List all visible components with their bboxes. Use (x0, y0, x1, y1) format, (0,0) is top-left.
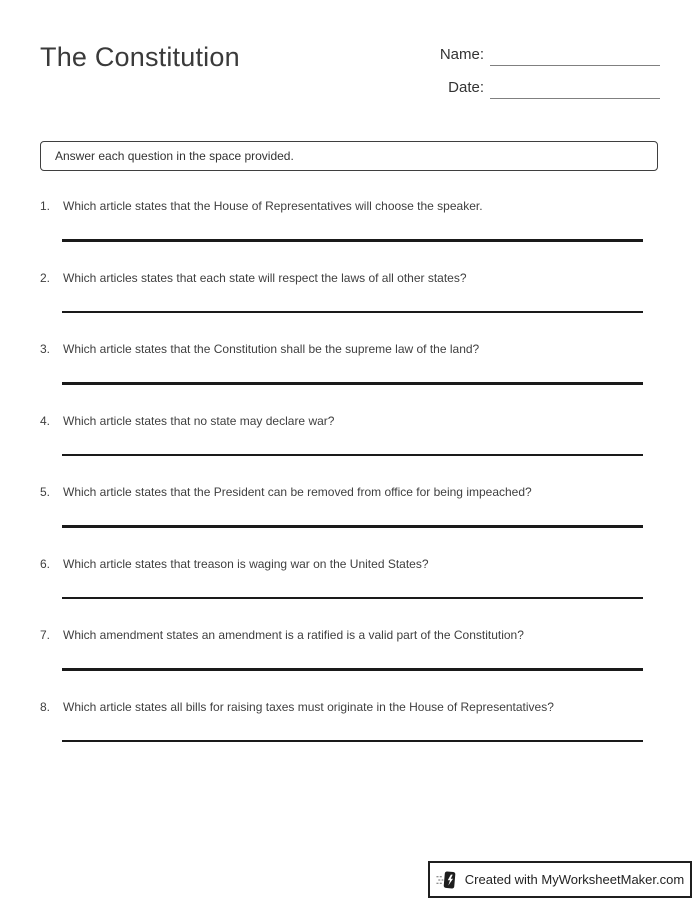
question-text: Which articles states that each state will respect the laws of all other states? (63, 270, 467, 285)
date-input-line[interactable] (490, 77, 660, 99)
question-text: Which article states that no state may declare war? (63, 413, 335, 428)
question-item (40, 199, 658, 271)
question-text: Which article states that the President can be removed from office for being impeached? (63, 485, 532, 499)
question-item (40, 271, 658, 343)
instructions-box (40, 141, 658, 171)
answer-line[interactable] (62, 311, 643, 314)
name-field-row (420, 44, 660, 66)
question-number: 2. (40, 270, 51, 285)
name-label: Name: (439, 46, 484, 63)
question-number: 7. (40, 628, 51, 642)
question-text: Which amendment states an amendment is a ratified is a valid part of the Constitution? (63, 628, 524, 642)
answer-line[interactable] (62, 525, 643, 528)
question-number: 6. (40, 556, 51, 571)
question-text: Which article states that the House of Representatives will choose the speaker. (63, 199, 483, 213)
question-number: 1. (40, 199, 51, 213)
answer-line[interactable] (62, 740, 643, 743)
answer-line[interactable] (62, 454, 643, 457)
question-item (40, 557, 658, 629)
myworksheetmaker-logo-icon (436, 868, 458, 892)
question-text: Which article states that treason is waging war on the United States? (63, 556, 429, 571)
answer-line[interactable] (62, 239, 643, 242)
name-input-line[interactable] (490, 44, 660, 66)
question-list (40, 199, 658, 771)
question-number: 8. (40, 699, 51, 714)
instructions-text: Answer each question in the space provided. (55, 149, 294, 163)
question-item (40, 342, 658, 414)
question-number: 3. (40, 342, 51, 356)
question-text: Which article states that the Constitution shall be the supreme law of the land? (63, 342, 480, 356)
page-title: The Constitution (40, 42, 240, 72)
question-text: Which article states all bills for raising taxes must originate in the House of Representatives? (63, 699, 554, 714)
answer-line[interactable] (62, 382, 643, 385)
question-number: 5. (40, 485, 51, 499)
answer-line[interactable] (62, 597, 643, 600)
answer-line[interactable] (62, 668, 643, 671)
question-item (40, 414, 658, 486)
question-number: 4. (40, 413, 51, 428)
question-item (40, 700, 658, 772)
badge-text: Created with MyWorksheetMaker.com (464, 872, 685, 887)
question-item (40, 628, 658, 700)
date-field-row (420, 77, 660, 99)
question-item (40, 485, 658, 557)
myworksheetmaker-badge[interactable] (428, 861, 692, 898)
date-label: Date: (448, 79, 484, 96)
